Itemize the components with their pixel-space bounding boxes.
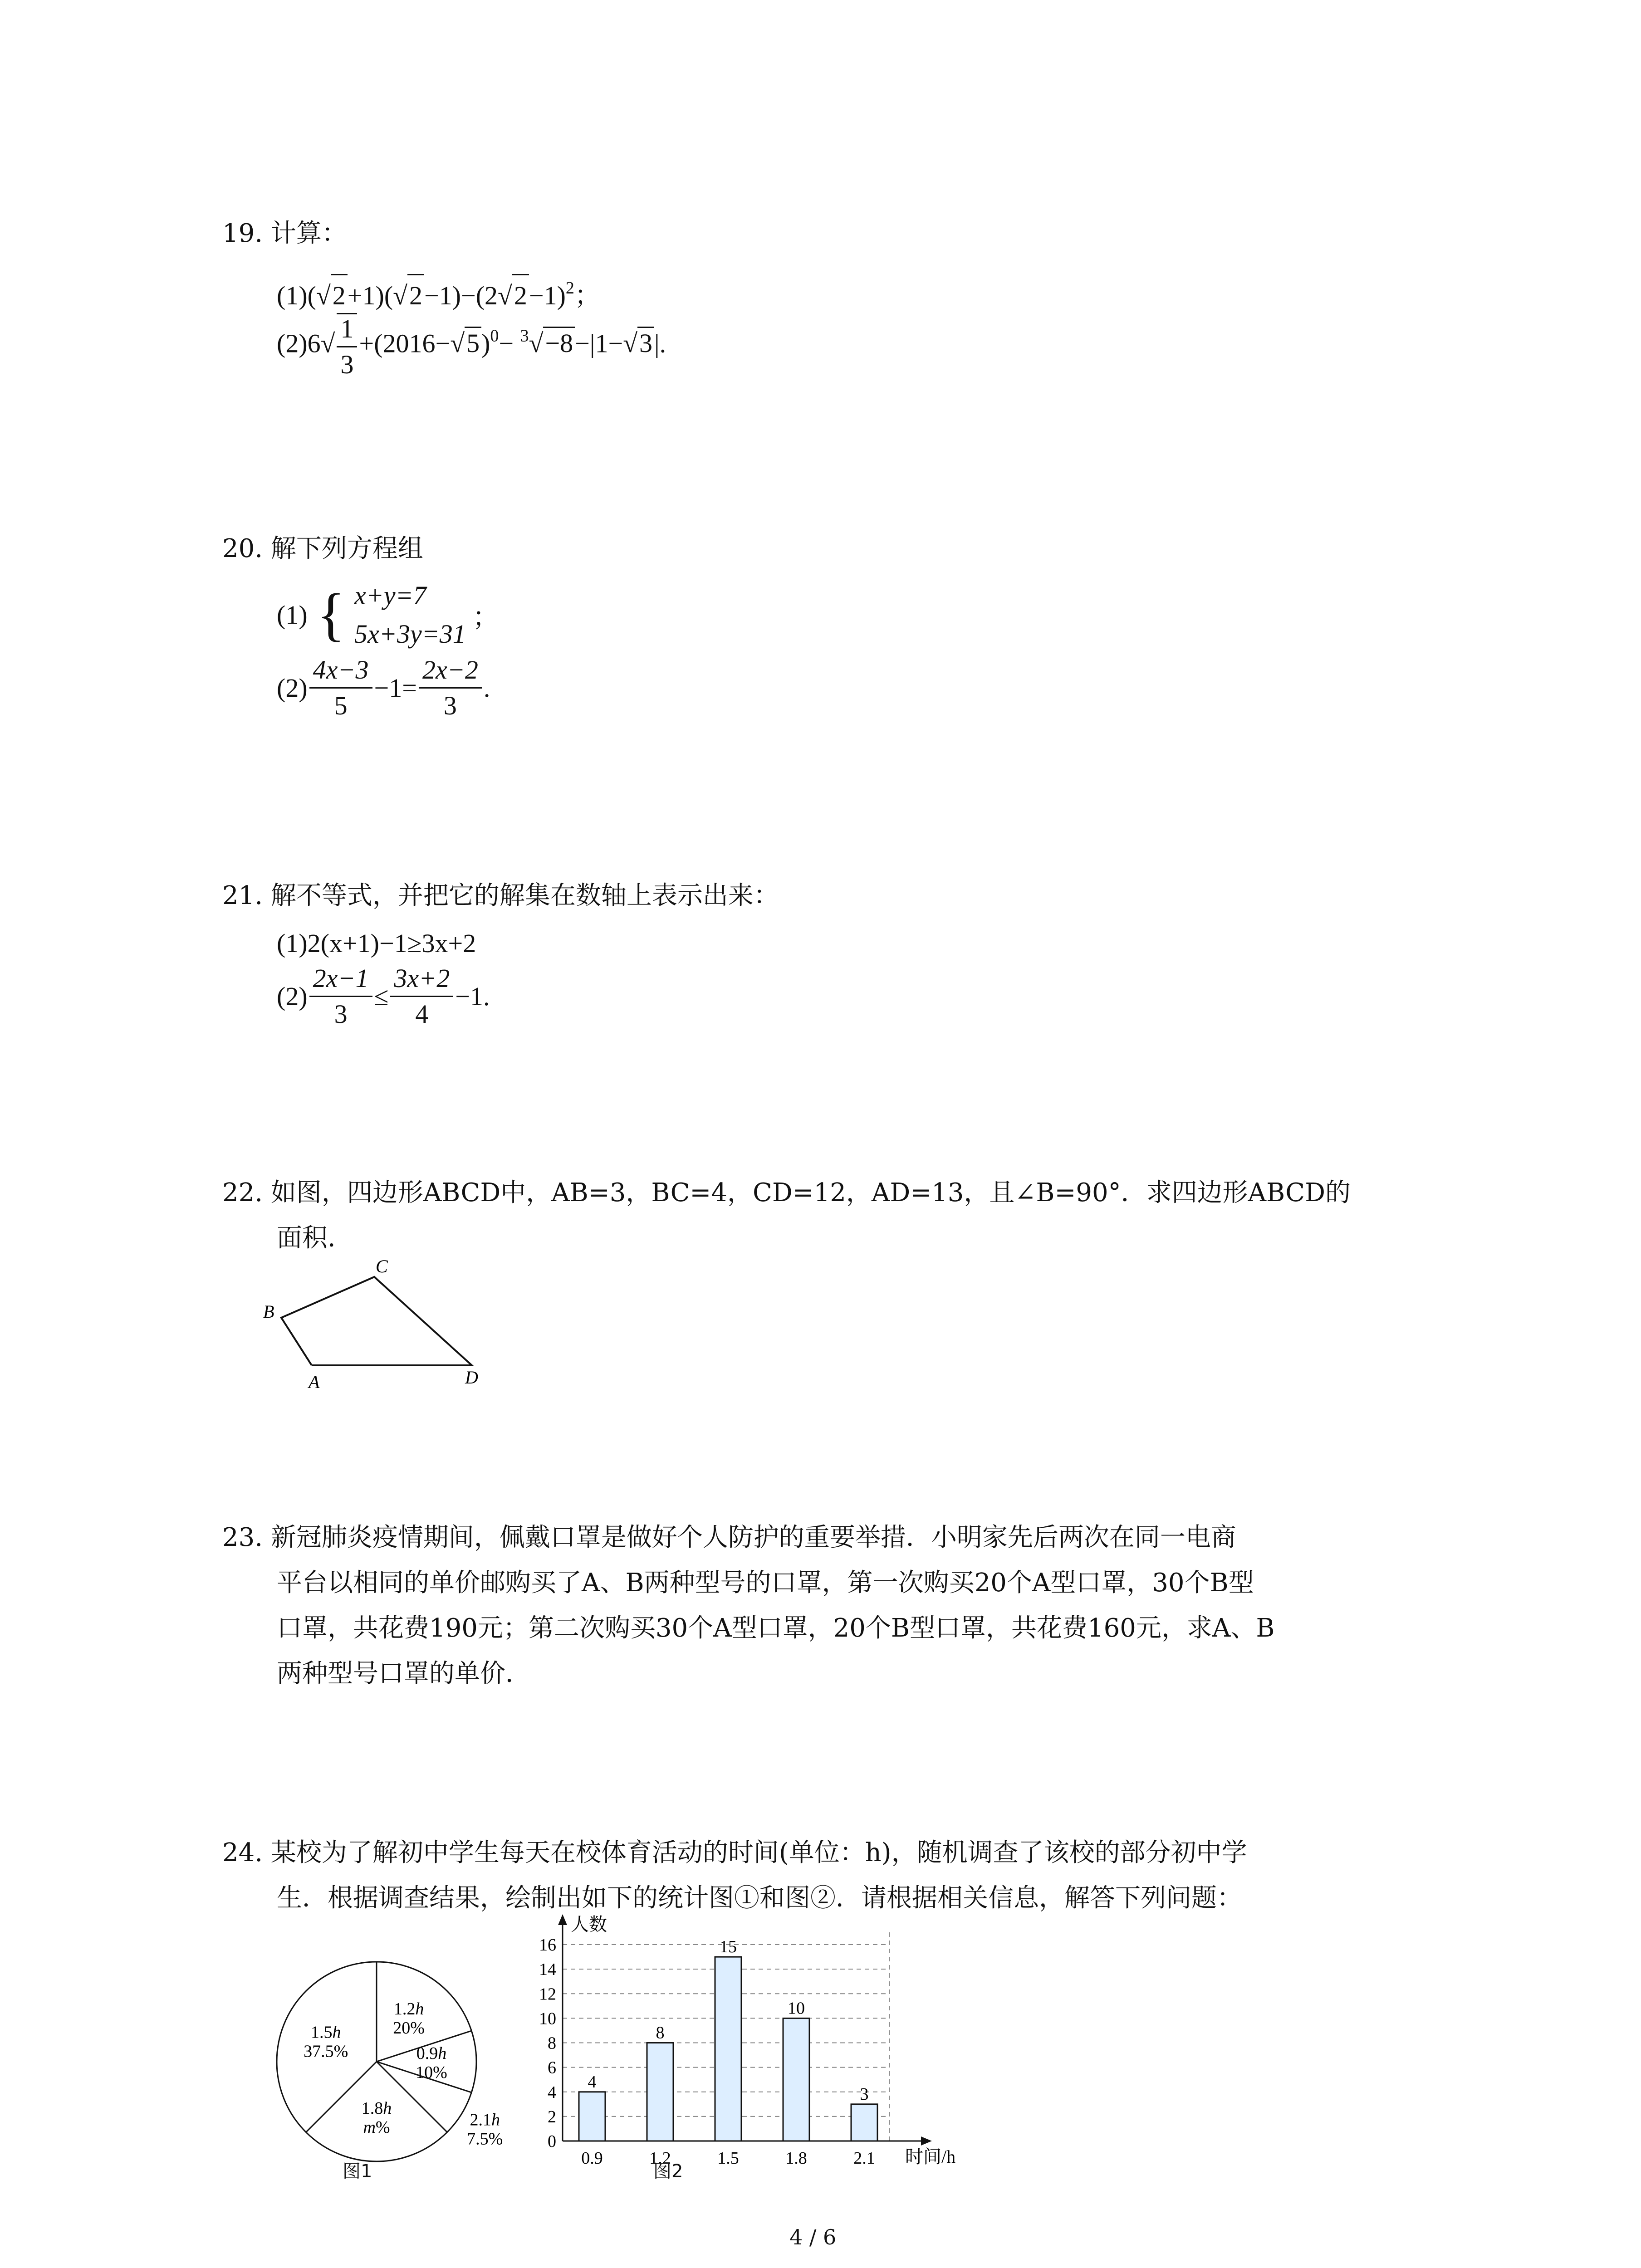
pie-percent: 37.5% (304, 2042, 348, 2061)
q23-line2: 平台以相同的单价邮购买了A、B两种型号的口罩，第一次购买20个A型口罩，30个B型 (277, 1568, 1254, 1598)
pie-percent: 20% (393, 2019, 425, 2038)
y-tick-label: 4 (548, 2082, 556, 2102)
x-tick-label: 2.1 (853, 2149, 875, 2168)
q21-part2: (2) $\frac{2x-1}{3}$ ≤ $\frac{3x+2}{4}$ −1. (277, 963, 490, 1029)
pie-label: 0.9h (416, 2044, 447, 2063)
sqrt-2c: √2 (498, 274, 529, 316)
q23-line1: 23. 新冠肺炎疫情期间，佩戴口罩是做好个人防护的重要举措．小明家先后两次在同一电商 (222, 1523, 1236, 1552)
bar (579, 2092, 605, 2141)
bar-value-label: 10 (788, 1999, 805, 2018)
q19-part2: (2)6√ $\frac{1}{3}$ $+(2016-√5)^0- ^3√-8-|1-√3|$. (277, 314, 666, 379)
q20-part1: (1) { x+y=7 5x+3y=31 ； (277, 581, 499, 649)
x-tick-label: 1.2 (649, 2149, 671, 2168)
q22-line1: 22. 如图，四边形ABCD中，AB=3，BC=4，CD=12，AD=13，且∠B=90°．求四边形ABCD的 (222, 1178, 1351, 1207)
q23-line4: 两种型号口罩的单价． (277, 1659, 531, 1688)
bar-value-label: 4 (588, 2072, 597, 2092)
bar (783, 2018, 809, 2141)
y-axis-arrow (558, 1914, 567, 1925)
pie-percent: 10% (416, 2063, 447, 2082)
y-tick-label: 12 (539, 1984, 556, 2004)
y-tick-label: 0 (548, 2132, 556, 2151)
q19-part1: $(1)(√2+1)(√2-1)-(2√2-1)^2$； (277, 268, 601, 316)
y-axis-label: 人数 (571, 1914, 607, 1935)
vertex-C: C (376, 1256, 388, 1276)
q19-title: 19. 计算： (222, 219, 347, 248)
bar-value-label: 8 (656, 2023, 665, 2043)
bar (647, 2043, 673, 2141)
x-axis-label: 时间/h (905, 2146, 956, 2167)
page-number: 4 / 6 (789, 2225, 837, 2249)
pie-percent: 7.5% (467, 2129, 503, 2149)
bar-value-label: 15 (720, 1937, 737, 1957)
pie-label: 1.2h (393, 1999, 424, 2019)
pie-percent: m% (363, 2118, 390, 2137)
vertex-D: D (465, 1367, 478, 1388)
vertex-A: A (309, 1372, 320, 1392)
q23-line3: 口罩，共花费190元；第二次购买30个A型口罩，20个B型口罩，共花费160元，求A、B (277, 1613, 1275, 1643)
pie-label: 1.5h (310, 2023, 341, 2042)
x-tick-label: 0.9 (581, 2149, 603, 2168)
x-axis-arrow (921, 2136, 932, 2146)
pie-chart (263, 1946, 503, 2182)
pie-label: 2.1h (470, 2110, 500, 2130)
fig1-caption: 图1 (343, 2161, 372, 2182)
q20-part2: (2) $\frac{4x-3}{5}$ −1= $\frac{2x-2}{3}$ . (277, 655, 490, 720)
q24-line1: 24. 某校为了解初中学生每天在校体育活动的时间(单位：h)，随机调查了该校的部分初中学 (222, 1838, 1247, 1867)
quadrilateral-outline (281, 1277, 472, 1365)
bar-chart (513, 1914, 966, 2168)
q21-part1: (1)2(x+1)−1≥3x+2 (277, 929, 476, 958)
y-tick-label: 10 (539, 2009, 556, 2028)
q21-title: 21. 解不等式，并把它的解集在数轴上表示出来： (222, 881, 779, 910)
q22-line2: 面积． (277, 1223, 353, 1253)
sqrt-2a: √2 (316, 274, 348, 316)
bar (715, 1957, 741, 2141)
q20-title: 20. 解下列方程组 (222, 534, 423, 563)
x-tick-label: 1.8 (785, 2149, 807, 2168)
vertex-B: B (263, 1301, 274, 1322)
y-tick-label: 16 (539, 1936, 556, 1955)
pie-label: 1.8h (361, 2099, 392, 2118)
y-tick-label: 8 (548, 2033, 556, 2053)
y-tick-label: 6 (548, 2058, 556, 2077)
y-tick-label: 2 (548, 2107, 556, 2126)
x-tick-label: 1.5 (717, 2149, 739, 2168)
q24-line2: 生．根据调查结果，绘制出如下的统计图①和图②．请根据相关信息，解答下列问题： (277, 1883, 1242, 1913)
quadrilateral-figure (263, 1256, 517, 1402)
sqrt-2b: √2 (393, 274, 424, 316)
bar-value-label: 3 (860, 2084, 869, 2104)
fig2-caption: 图2 (653, 2161, 683, 2182)
bar (851, 2104, 877, 2141)
y-tick-label: 14 (539, 1960, 556, 1980)
